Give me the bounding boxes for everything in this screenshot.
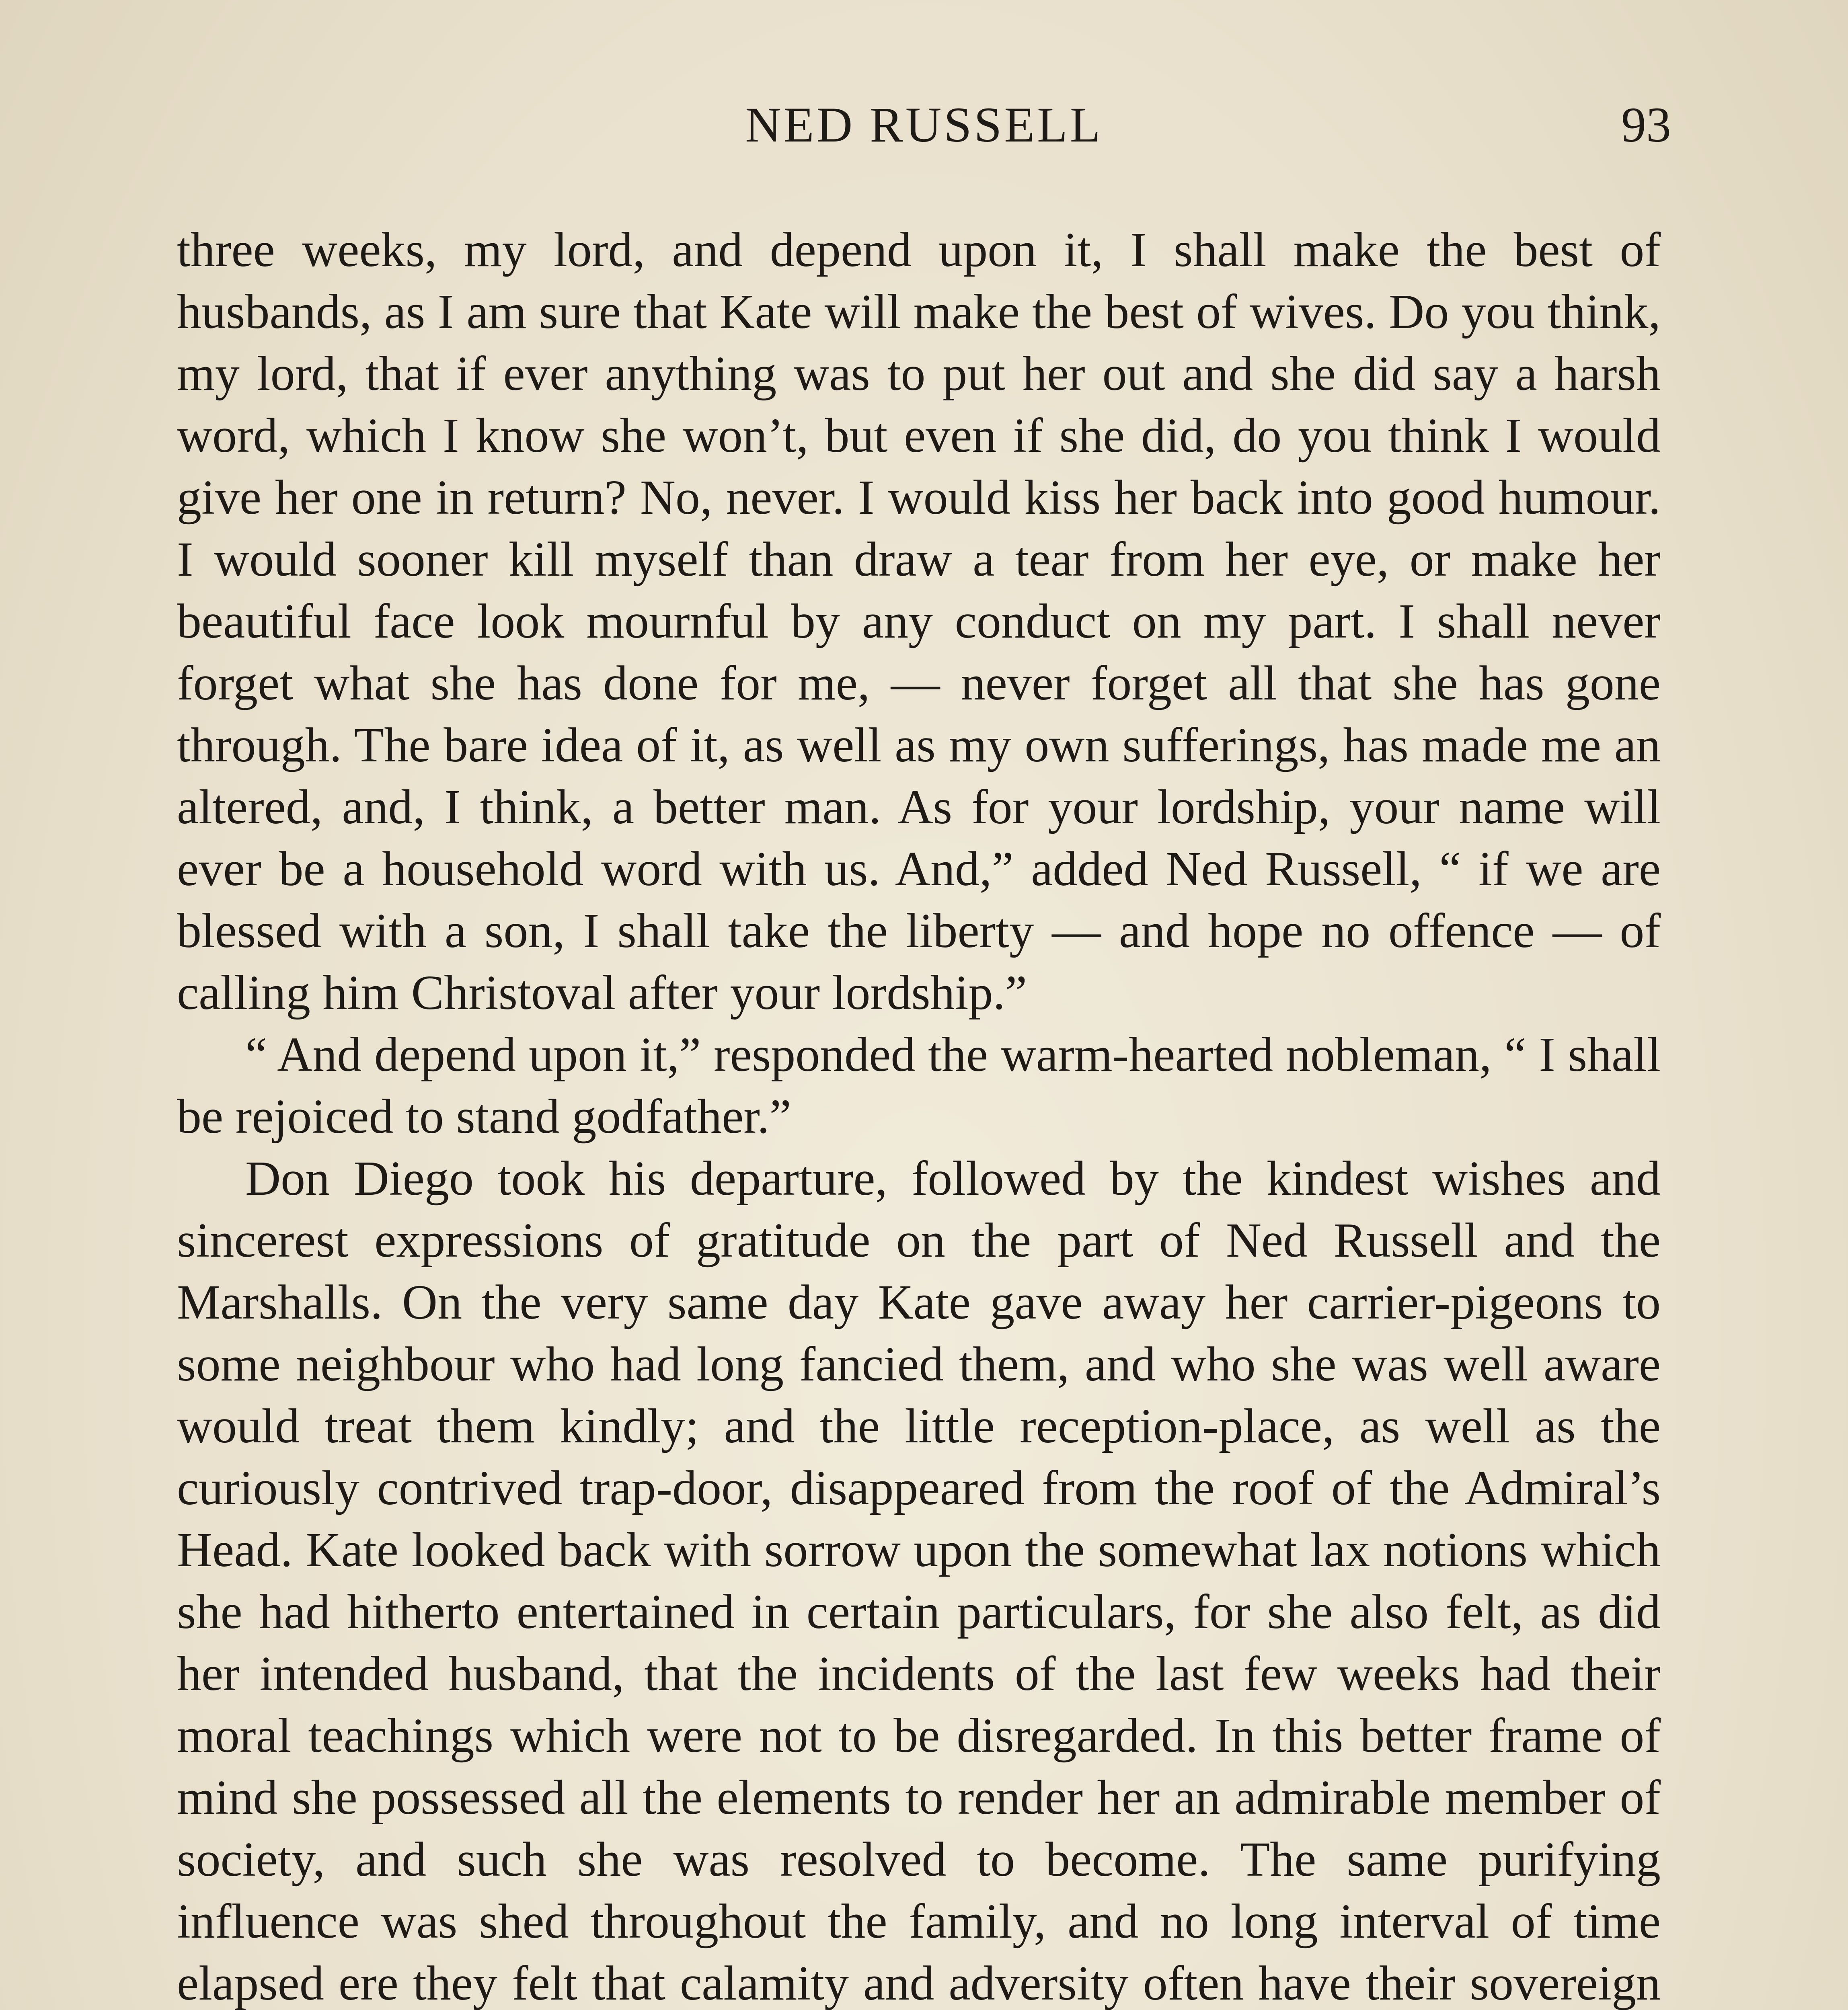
paragraph-2: “ And depend upon it,” responded the warm-hearted nobleman, “ I shall be rejoiced to stand godfather.” <box>177 1028 1661 1144</box>
page-number: 93 <box>1621 97 1671 152</box>
paragraph-1: three weeks, my lord, and depend upon it, I shall make the best of husbands, as I am sure that Kate will make the best of wives. Do you think, my lord, that if ever anything was to put her out and she did say a harsh word, which I know she won’t, but even if she did, do you think I would give her one in return? No, never. I would kiss her back into good humour. I would sooner kill myself than draw a tear from her eye, or make her beautiful face look mournful by any conduct on my part. I shall never forget what she has done for me, — never forget all that she has gone through. The bare idea of it, as well as my own sufferings, has made me an altered, and, I think, a better man. As for your lordship, your name will ever be a household word with us. And,” added Ned Russell, “ if we are blessed with a son, I shall take the liberty — and hope no offence — of calling him Christoval after your lordship.” <box>177 223 1661 1020</box>
page-header <box>177 96 1671 161</box>
body-text <box>177 219 1661 2010</box>
running-title: NED RUSSELL <box>745 97 1103 152</box>
paragraph-3: Don Diego took his departure, followed by the kindest wishes and sincerest expressions of gratitude on the part of Ned Russell and the Marshalls. On the very same day Kate gave away her carrier-pigeons to some neighbour who had long fancied them, and who she was well aware would treat them kindly; and the little reception-place, as well as the curiously contrived trap-door, disappeared from the roof of the Admiral’s Head. Kate looked back with sorrow upon the somewhat lax notions which she had hitherto entertained in certain particulars, for she also felt, as did her intended husband, that the incidents of the last few weeks had their moral teachings which were not to be disregarded. In this better frame of mind she possessed all the elements to render her an admirable member of society, and such she was resolved to become. The same purifying influence was shed throughout the family, and no long interval of time elapsed ere they felt that calamity and adversity often have their sovereign <box>177 1151 1661 2010</box>
